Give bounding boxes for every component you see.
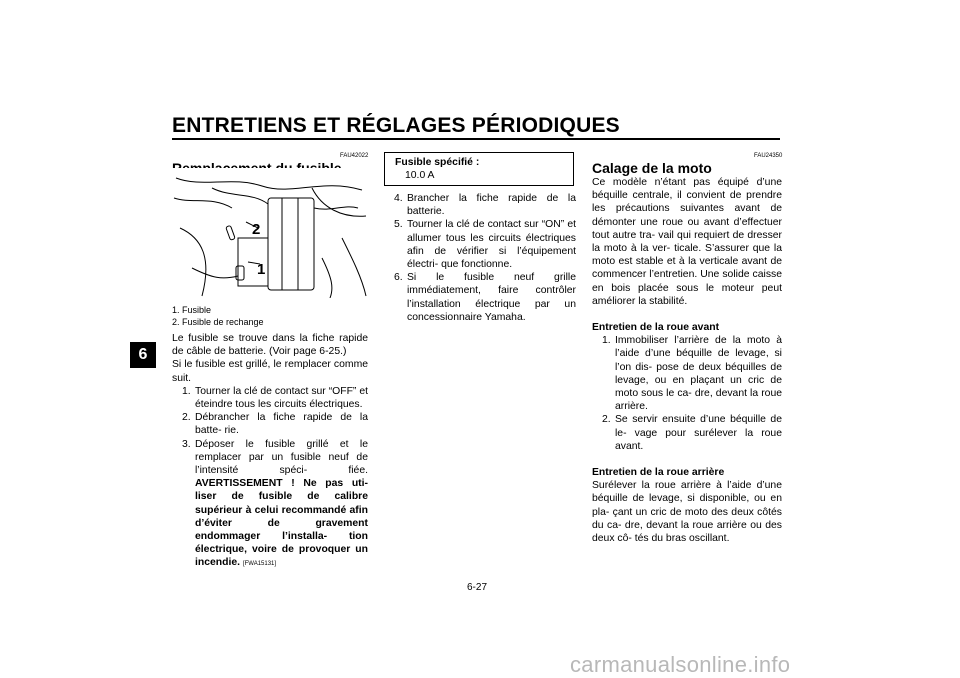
fuse-illustration (172, 168, 368, 298)
fuse-intro-2: Si le fusible est grillé, le remplacer comme suit. (172, 359, 368, 384)
list-item: 2. Débrancher la fiche rapide de la batte- rie. (182, 412, 368, 437)
fuse-body (172, 332, 368, 572)
caption-spare-fuse: 2. Fusible de rechange (172, 317, 264, 327)
page-header-title: ENTRETIENS ET RÉGLAGES PÉRIODIQUES (172, 114, 620, 137)
list-item: 5. Tourner la clé de contact sur “ON” et allumer tous les circuits électriques afin de vérifier si l’équipement électri- que fonctionne. (394, 219, 576, 271)
list-item: 3. Déposer le fusible grillé et le remplacer par un fusible neuf de l’intensité spéci- fiée. AVERTISSEMENT ! Ne pas uti- liser de fusible de calibre supérieur à celui recommandé afin d’éviter de gravement endommager l’installa- tion électrique, voire de provoquer un incendie. [FWA15131] (182, 438, 368, 569)
figure-label-2: 2 (252, 221, 261, 238)
section-title-stand: Calage de la moto (592, 160, 712, 176)
fuse-warning: AVERTISSEMENT ! Ne pas uti- liser de fusible de calibre supérieur à celui recommandé afin d’éviter de gravement endommager l’installa- tion électrique, voire de provoquer un incendie. (195, 478, 368, 569)
front-wheel-heading: Entretien de la roue avant (592, 322, 720, 334)
list-item: 1. Tourner la clé de contact sur “OFF” et éteindre tous les circuits électriques. (182, 385, 368, 411)
fuse-steps-continued (384, 192, 576, 324)
stand-intro: Ce modèle n’étant pas équipé d’une béquille centrale, il convient de prendre les précautions suivantes avant de démonter une roue ou avant d’effectuer tout autre tra- vail qui requiert de dresser la moto à la ver- ticale. S’assurer que la moto est stable et à la verticale avant de commencer l’entretien. Une solide caisse en bois placée sous le moteur peut améliorer la stabilité. (592, 177, 782, 307)
fuse-spec-label: Fusible spécifié : (395, 157, 480, 168)
list-item: 2. Se servir ensuite d’une béquille de le- vage pour surélever la roue avant. (602, 414, 782, 452)
chapter-tab: 6 (130, 342, 156, 368)
section-code: FAU24350 (754, 153, 783, 159)
fuse-spec-value: 10.0 A (405, 170, 435, 181)
header-rule (172, 138, 780, 140)
rear-wheel-text: Surélever la roue arrière à l’aide d’une béquille de levage, si disponible, ou en pla- çant un cric de moto des deux côtés du ca- dre, devant la roue arrière ou des deux cô- tés du bras oscillant. (592, 480, 782, 545)
section-code: FAU42022 (340, 153, 369, 159)
rear-wheel-heading: Entretien de la roue arrière (592, 467, 725, 479)
fuse-steps (172, 385, 368, 572)
watermark: carmanualsonline.info (570, 652, 791, 677)
figure-captions (172, 304, 368, 328)
page-number: 6-27 (467, 582, 488, 593)
caption-fuse: 1. Fusible (172, 305, 212, 315)
list-item: 1. Immobiliser l’arrière de la moto à l’aide d’une béquille de levage, si l’on dis- pose de deux béquilles de levage, ou en plaçant un cric de moto sous le ca- dre, devant la roue arrière. (602, 335, 782, 413)
warning-code: [FWA15131] (242, 561, 277, 568)
fuse-spec-box (384, 152, 574, 186)
list-item: 6. Si le fusible neuf grille immédiatement, faire contrôler l’installation électrique par un concessionnaire Yamaha. (394, 272, 576, 323)
fuse-intro: Le fusible se trouve dans la fiche rapide de câble de batterie. (Voir page 6-25.) (172, 333, 368, 358)
figure-label-1: 1 (257, 261, 266, 278)
stand-body (592, 176, 782, 545)
list-item: 4. Brancher la fiche rapide de la batterie. (394, 193, 576, 218)
